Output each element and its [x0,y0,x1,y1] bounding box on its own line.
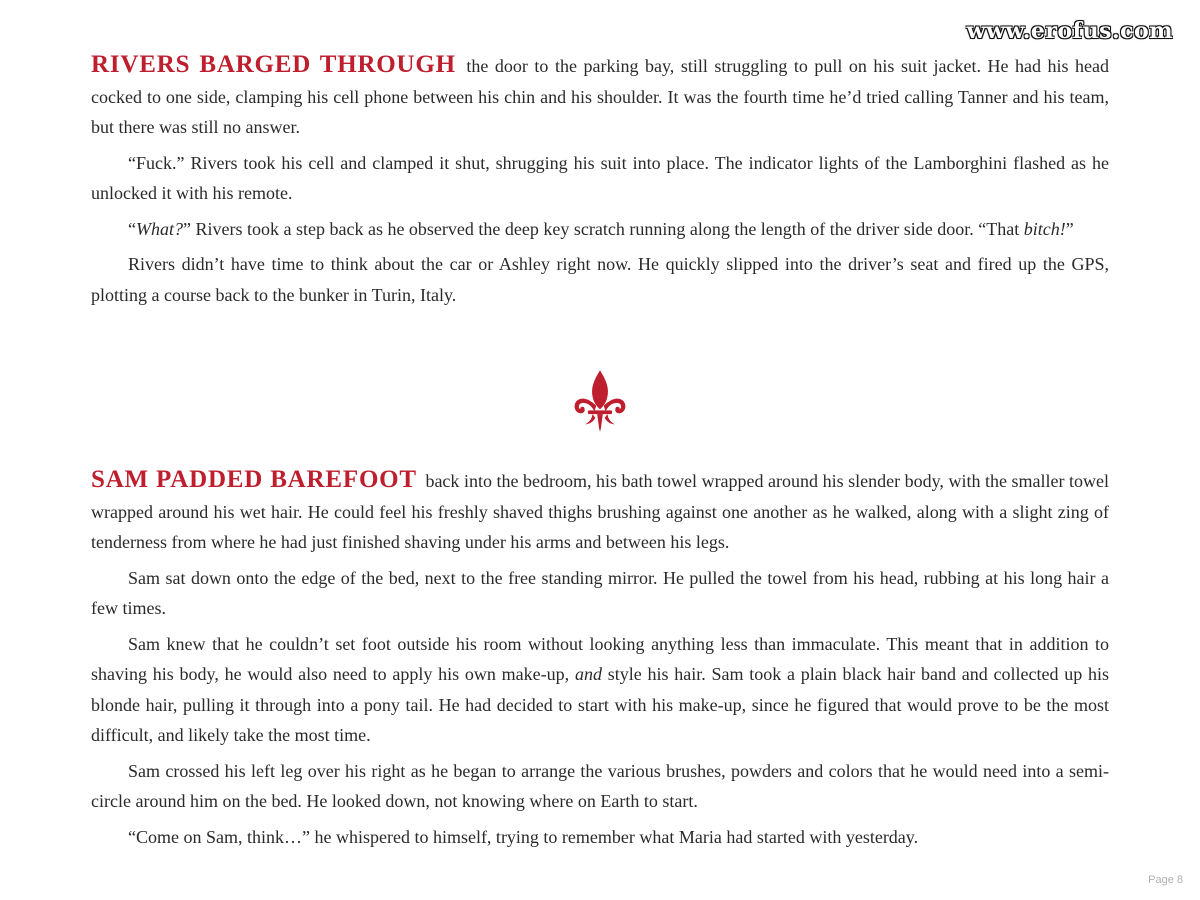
section-sam [91,465,1109,857]
paragraph-rivers-1 [91,50,1109,143]
paragraph-rivers-4: Rivers didn’t have time to think about the car or Ashley right now. He quickly slipped into the driver’s seat and fired up the GPS, plotting a course back to the bunker in Turin, Italy. [91,254,1109,305]
paragraph-rivers-3 [91,214,1109,245]
paragraph-sam-3 [91,629,1109,751]
section-lead-rivers: RIVERS BARGED THROUGH [91,51,456,78]
section-lead-sam: SAM PADDED BAREFOOT [91,466,417,493]
page-number: Page 8 [1148,874,1183,886]
italic-and: and [574,664,602,684]
section-rivers [91,50,1109,315]
text-run: Sam knew that he couldn’t set foot outside his room without looking anything less than immaculate. This meant that in addition to shaving his body, he would also need to apply his own make-up, [91,633,1109,684]
italic-bitch: bitch! [1023,218,1066,239]
text-run: “ [128,218,136,239]
paragraph-sam-4: Sam crossed his left leg over his right as he began to arrange the various brushes, powders and colors that he would need into a semi-circle around him on the bed. He looked down, not knowing where on Earth to start. [91,760,1109,811]
paragraph-text: the door to the parking bay, still struggling to pull on his suit jacket. He had his head cocked to one side, clamping his cell phone between his chin and his shoulder. It was the fourth time he’d tried calling Tanner and his team, but there was still no answer. [91,56,1109,137]
text-run: ” [1065,218,1074,239]
italic-what: What? [136,218,183,239]
paragraph-sam-5: “Come on Sam, think…” he whispered to himself, trying to remember what Maria had started with yesterday. [128,826,919,847]
paragraph-sam-2: Sam sat down onto the edge of the bed, next to the free standing mirror. He pulled the towel from his head, rubbing at his long hair a few times. [91,567,1109,618]
fleur-de-lis-icon [572,368,628,434]
site-watermark: www.erofus.com [966,18,1173,44]
text-run: ” Rivers took a step back as he observed the deep key scratch running along the length of the driver side door. “That [183,218,1024,239]
paragraph-rivers-2: “Fuck.” Rivers took his cell and clamped it shut, shrugging his suit into place. The indicator lights of the Lamborghini flashed as he unlocked it with his remote. [91,152,1109,203]
paragraph-text: back into the bedroom, his bath towel wrapped around his slender body, with the smaller towel wrapped around his wet hair. He could feel his freshly shaved thighs brushing against one another as he walked, along with a slight zing of tenderness from where he had just finished shaving under his arms and between his legs. [91,471,1109,552]
paragraph-sam-1 [91,465,1109,558]
text-run: style his hair. Sam took a plain black hair band and collected up his blonde hair, pulling it through into a pony tail. He had decided to start with his make-up, since he figured that would prove to be the most difficult, and likely take the most time. [91,664,1110,745]
